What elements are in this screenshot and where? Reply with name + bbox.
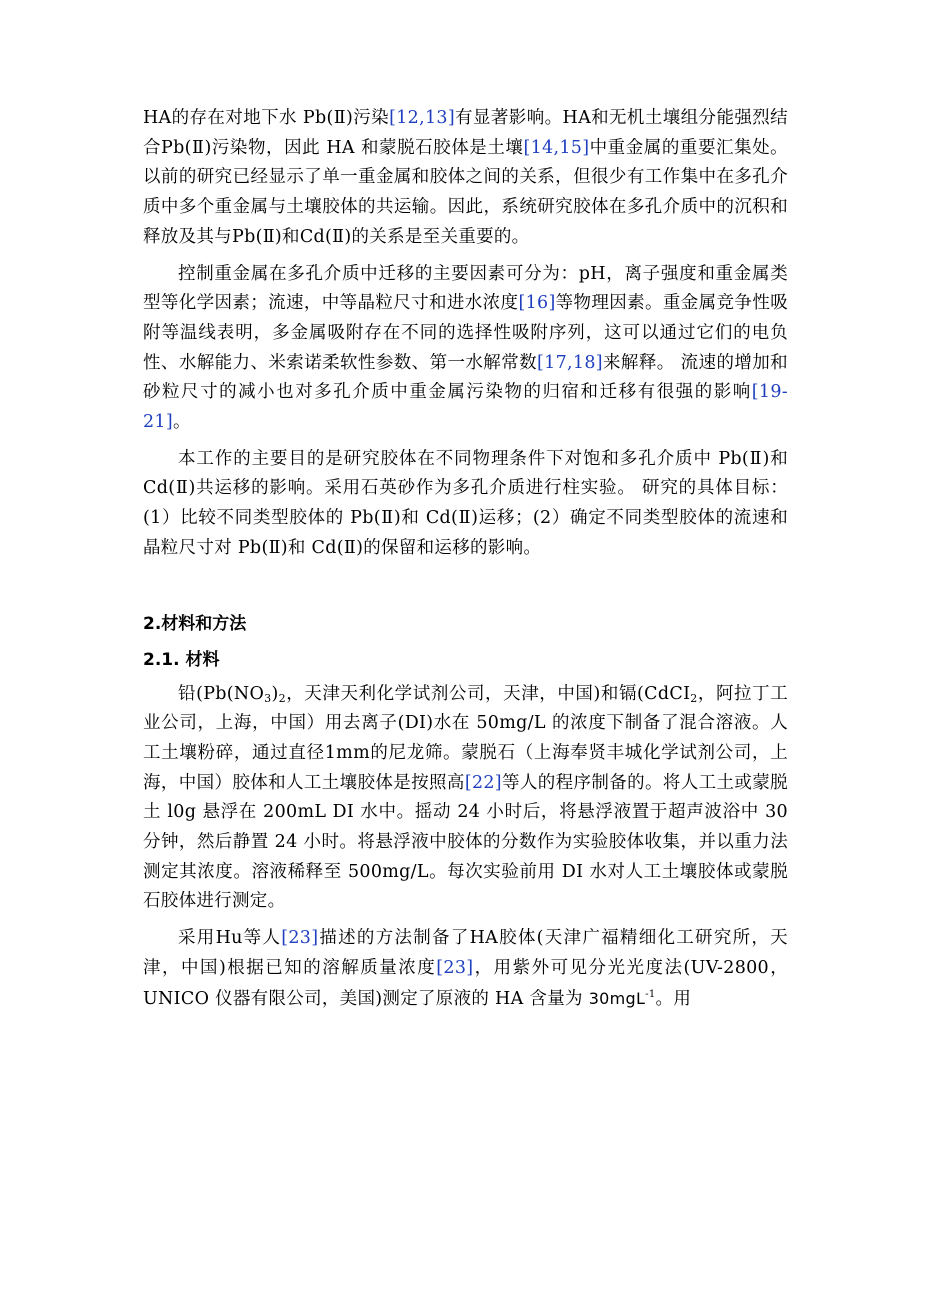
text-run: 铅(Pb(NO [178, 683, 265, 704]
concentration-value: 30mgL [588, 988, 646, 1008]
text-run: ) [271, 683, 279, 704]
paragraph-objectives [143, 445, 788, 564]
paragraph-materials [143, 680, 788, 918]
text-run: 等人的程序制备的。将人工土或蒙脱土 l0g 悬浮在 200mL DI 水中。摇动 24 小时后，将悬浮液置于超声波浴中 30 分钟，然后静置 24 小时。将悬浮液中胶体的分数作为实验胶体收集，并以重力法测定其浓度。溶液稀释至 500mg/L。每次实验前用 DI 水对人工土壤胶体或蒙脱石胶体进行测定。 [143, 772, 788, 912]
text-run: 控制重金属在多孔介质中迁移的主要因素可分为：pH，离子强度和重金属类型等化学因素；流速，中等晶粒尺寸和进水浓度 [143, 263, 788, 314]
text-run: ，用紫外可见分光光度法(UV-2800，UNICO 仪器有限公司，美国)测定了原液的 HA 含量为 [143, 957, 788, 1009]
text-run: 。用 [655, 988, 692, 1009]
text-run: 中重金属的重要汇集处。以前的研究已经显示了单一重金属和胶体之间的关系，但很少有工作集中在多孔介质中多个重金属与土壤胶体的共运输。因此，系统研究胶体在多孔介质中的沉积和释放及其与Pb(Ⅱ)和Cd(Ⅱ)的关系是至关重要的。 [143, 137, 788, 247]
citation-link[interactable]: [12,13] [389, 108, 455, 128]
text-run: 有显著影响。HA和无机土壤组分能强烈结合Pb(Ⅱ)污染物，因此 HA 和蒙脱石胶体是土壤 [143, 108, 788, 158]
citation-link[interactable]: [16] [518, 293, 556, 314]
superscript: -1 [645, 988, 656, 1000]
subsection-heading: 2.1. 材料 [143, 649, 220, 670]
paragraph-intro-ha [143, 104, 788, 253]
text-run: ，阿拉丁工业公司，上海，中国）用去离子(DI)水在 50mg/L 的浓度下制备了混合溶液。人工土壤粉碎，通过直径1mm的尼龙筛。蒙脱石（上海奉贤丰城化学试剂公司，上海，中国）胶体和人工土壤胶体是按照高 [143, 683, 788, 793]
section-heading: 2.材料和方法 [143, 613, 247, 634]
citation-link[interactable]: [17,18] [537, 352, 603, 373]
citation-link[interactable]: [19-21] [143, 382, 788, 433]
subscript: 2 [690, 691, 698, 705]
text-run: 来解释。 流速的增加和砂粒尺寸的减小也对多孔介质中重金属污染物的归宿和迁移有很强的影响 [143, 352, 788, 403]
citation-link[interactable]: [22] [464, 772, 502, 793]
text-run: 本工作的主要目的是研究胶体在不同物理条件下对饱和多孔介质中 Pb(Ⅱ)和 Cd(Ⅱ)共运移的影响。采用石英砂作为多孔介质进行柱实验。 研究的具体目标：(1）比较不同类型胶体的 Pb(Ⅱ)和 Cd(Ⅱ)运移；(2）确定不同类型胶体的流速和晶粒尺寸对 Pb(Ⅱ)和 Cd(Ⅱ)的保留和运移的影响。 [143, 448, 788, 558]
text-run: HA的存在对地下水 Pb(Ⅱ)污染 [143, 108, 390, 128]
text-run: ，天津天利化学试剂公司，天津，中国)和镉(CdCI [285, 683, 691, 704]
citation-link[interactable]: [23] [281, 928, 319, 949]
text-run: 描述的方法制备了HA胶体(天津广福精细化工研究所，天津，中国)根据已知的溶解质量浓度 [143, 928, 788, 978]
paragraph-ha-colloid [143, 924, 788, 1014]
citation-link[interactable]: [23] [436, 957, 474, 978]
paragraph-factors [143, 260, 788, 438]
citation-link[interactable]: [14,15] [523, 137, 590, 158]
text-run: 采用Hu等人 [178, 928, 282, 949]
subscript: 2 [278, 691, 286, 705]
document-page [143, 104, 788, 1014]
text-run: 。 [173, 412, 191, 433]
subscript: 3 [264, 691, 272, 705]
text-run: 等物理因素。重金属竞争性吸附等温线表明，多金属吸附存在不同的选择性吸附序列，这可以通过它们的电负性、水解能力、米索诺柔软性参数、第一水解常数 [143, 293, 788, 373]
